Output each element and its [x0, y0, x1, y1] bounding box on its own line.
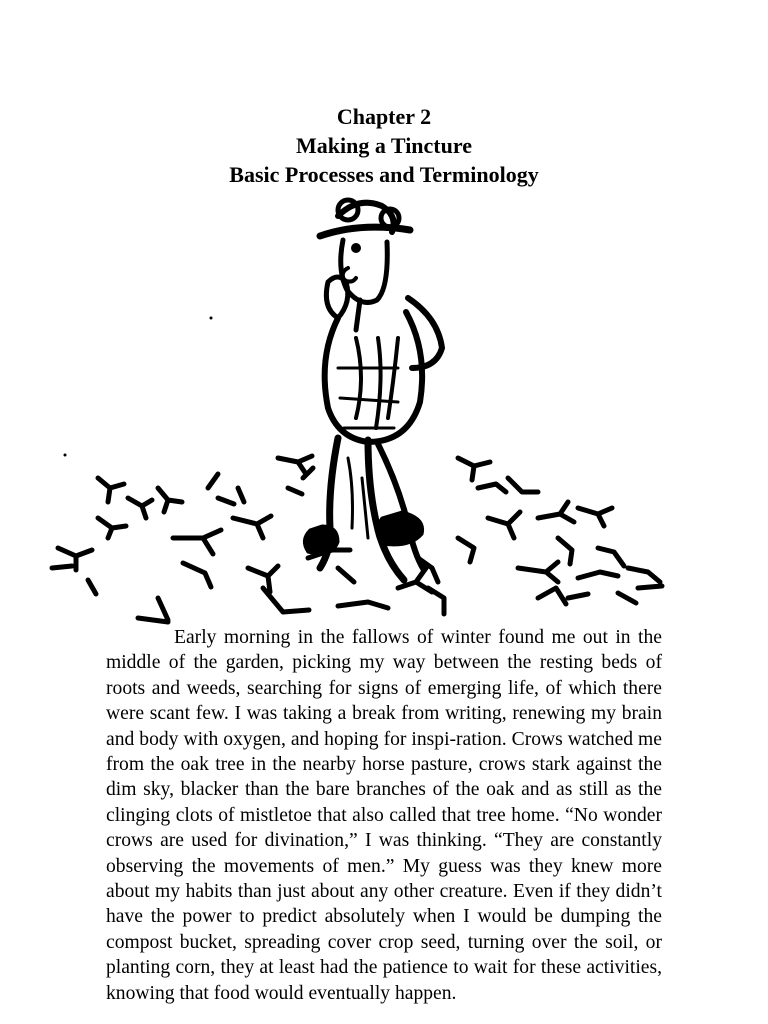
chapter-number: Chapter 2	[336, 104, 432, 129]
farmer-figure	[304, 200, 442, 580]
body-text	[106, 625, 662, 1006]
farmer-walking-illustration	[38, 188, 678, 628]
stray-dot	[64, 454, 67, 457]
chapter-heading	[0, 102, 768, 189]
chapter-title: Making a Tincture	[295, 133, 473, 158]
stray-dot	[210, 317, 213, 320]
chapter-subtitle: Basic Processes and Terminology	[229, 162, 539, 187]
crow-tracks	[52, 456, 662, 622]
body-paragraph: Early morning in the fallows of winter found me out in the middle of the garden, picking my way between the resting beds of roots and weeds, searching for signs of emerging life, of which there were scant few. I was taking a break from writing, renewing my brain and body with oxygen, and hoping for inspi-ration. Crows watched me from the oak tree in the nearby horse pasture, crows stark against the dim sky, blacker than the bare branches of the oak and as still as the clinging clots of mistletoe that also called that tree home. “No wonder crows are used for divination,” I was thinking. “They are constantly observing the movements of men.” My guess was they knew more about my habits than just about any other creature. Even if they didn’t have the power to predict absolutely when I would be dumping the compost bucket, spreading cover crop seed, turning over the soil, or planting corn, they at least had the patience to wait for these activities, knowing that food would eventually happen.	[106, 627, 662, 1004]
